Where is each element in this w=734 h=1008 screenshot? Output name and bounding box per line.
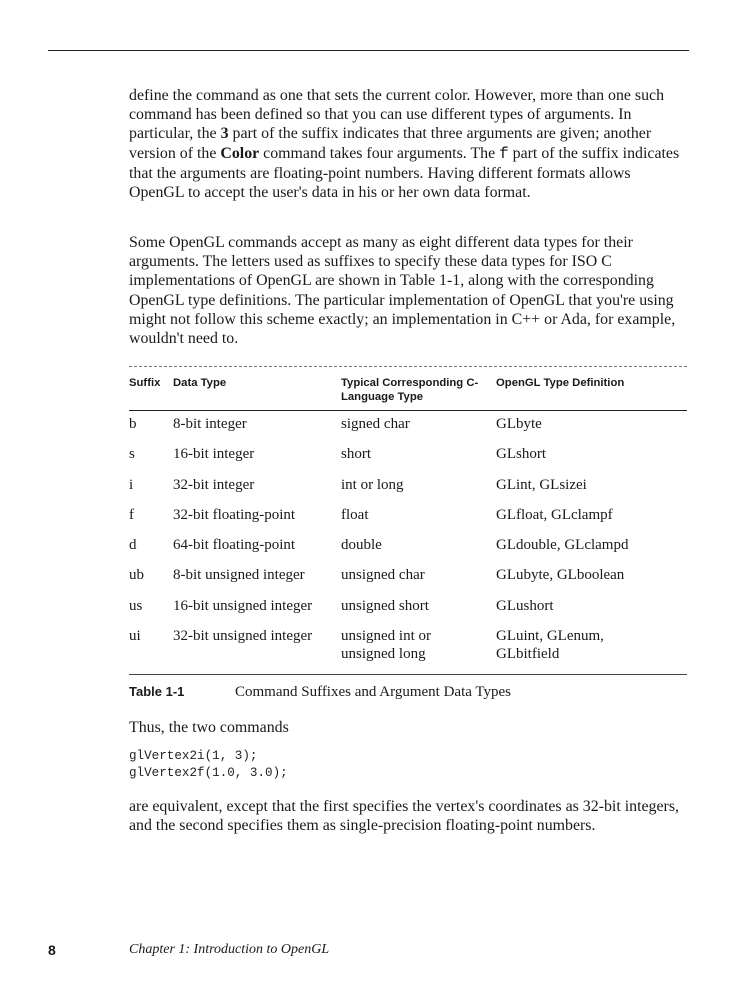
- header-c-type: Typical Corresponding C-Language Type: [341, 377, 479, 403]
- code-line: glVertex2i(1, 3);: [129, 749, 258, 763]
- cell-c-type: double: [341, 537, 382, 554]
- table-row: [129, 507, 687, 537]
- cell-data-type: 16-bit integer: [173, 446, 255, 463]
- table-row: [129, 567, 687, 597]
- page-number: 8: [48, 942, 56, 958]
- code-example: [129, 748, 288, 782]
- cell-opengl-type: GLshort: [496, 446, 546, 463]
- table-row: [129, 537, 687, 567]
- paragraph-color-command: [129, 86, 687, 202]
- paragraph1-code-f: f: [499, 144, 509, 163]
- caption-label: Table 1-1: [129, 684, 185, 699]
- table-row: [129, 628, 687, 672]
- table-row: [129, 598, 687, 628]
- table-header-rule: [129, 410, 687, 411]
- paragraph1-text-2: part of the suffix indicates that three arguments are given; another version of the: [129, 125, 652, 162]
- cell-opengl-type: GLuint, GLenum, GLbitfield: [496, 628, 604, 662]
- cell-opengl-type: GLbyte: [496, 416, 542, 432]
- cell-data-type: 32-bit integer: [173, 476, 255, 493]
- paragraph1-text-4: part of the suffix indicates that the arguments are floating-point numbers. Having different formats allows OpenGL to accept the user's data in his or her own data format.: [129, 144, 680, 202]
- cell-data-type: 32-bit floating-point: [173, 506, 296, 523]
- header-data-type: Data Type: [173, 377, 227, 389]
- paragraph1-bold-3: 3: [220, 125, 229, 143]
- running-footer: Chapter 1: Introduction to OpenGL: [129, 942, 330, 957]
- cell-suffix: us: [129, 597, 143, 614]
- table-body: [129, 416, 687, 672]
- paragraph1-text-3: command takes four arguments. The: [259, 144, 500, 162]
- cell-data-type: 8-bit unsigned integer: [173, 567, 305, 584]
- header-rule: [48, 50, 689, 51]
- cell-c-type: unsigned int or unsigned long: [341, 628, 431, 662]
- table-bottom-rule: [129, 674, 687, 675]
- cell-suffix: ui: [129, 628, 141, 645]
- cell-opengl-type: GLint, GLsizei: [496, 476, 587, 493]
- cell-c-type: short: [341, 446, 371, 463]
- caption-text: Command Suffixes and Argument Data Types: [235, 684, 512, 700]
- header-opengl-type: OpenGL Type Definition: [496, 377, 625, 389]
- table-row: [129, 416, 687, 446]
- cell-c-type: unsigned char: [341, 567, 425, 584]
- cell-data-type: 16-bit unsigned integer: [173, 597, 313, 614]
- cell-data-type: 8-bit integer: [173, 416, 247, 432]
- cell-suffix: i: [129, 476, 134, 493]
- header-suffix: Suffix: [129, 377, 161, 389]
- cell-suffix: s: [129, 446, 135, 463]
- paragraph-data-types: Some OpenGL commands accept as many as eight different data types for their arguments. The letters used as suffixes to specify these data types for ISO C implementations of OpenGL are shown in Table 1-1, along with the corresponding OpenGL type definitions. The particular implementation of OpenGL that you're using might not follow this scheme exactly; an implementation in C++ or Ada, for example, wouldn't need to.: [129, 234, 676, 348]
- cell-c-type: int or long: [341, 476, 404, 493]
- paragraph1-text-1: define the command as one that sets the current color. However, more than one such command has been defined so that you can use different types of arguments. In particular, the: [129, 87, 665, 143]
- cell-c-type: unsigned short: [341, 597, 429, 614]
- paragraph1-bold-color: Color: [220, 144, 260, 162]
- table-top-rule: [129, 366, 687, 367]
- cell-c-type: signed char: [341, 416, 410, 432]
- table-row: [129, 446, 687, 476]
- cell-c-type: float: [341, 506, 369, 523]
- cell-suffix: d: [129, 537, 137, 554]
- cell-suffix: b: [129, 416, 137, 432]
- paragraph-equivalent: are equivalent, except that the first specifies the vertex's coordinates as 32-bit integers, and the second specifies them as single-precision floating-point numbers.: [129, 798, 680, 835]
- code-line: glVertex2f(1.0, 3.0);: [129, 766, 288, 780]
- cell-opengl-type: GLubyte, GLboolean: [496, 567, 625, 584]
- table-caption: [129, 683, 687, 701]
- cell-opengl-type: GLushort: [496, 597, 554, 614]
- cell-data-type: 64-bit floating-point: [173, 537, 296, 554]
- cell-data-type: 32-bit unsigned integer: [173, 628, 313, 645]
- paragraph-two-commands: Thus, the two commands: [129, 719, 289, 736]
- cell-opengl-type: GLdouble, GLclampd: [496, 537, 629, 554]
- cell-suffix: ub: [129, 567, 144, 584]
- table-row: [129, 477, 687, 507]
- cell-opengl-type: GLfloat, GLclampf: [496, 506, 613, 523]
- cell-suffix: f: [129, 506, 134, 523]
